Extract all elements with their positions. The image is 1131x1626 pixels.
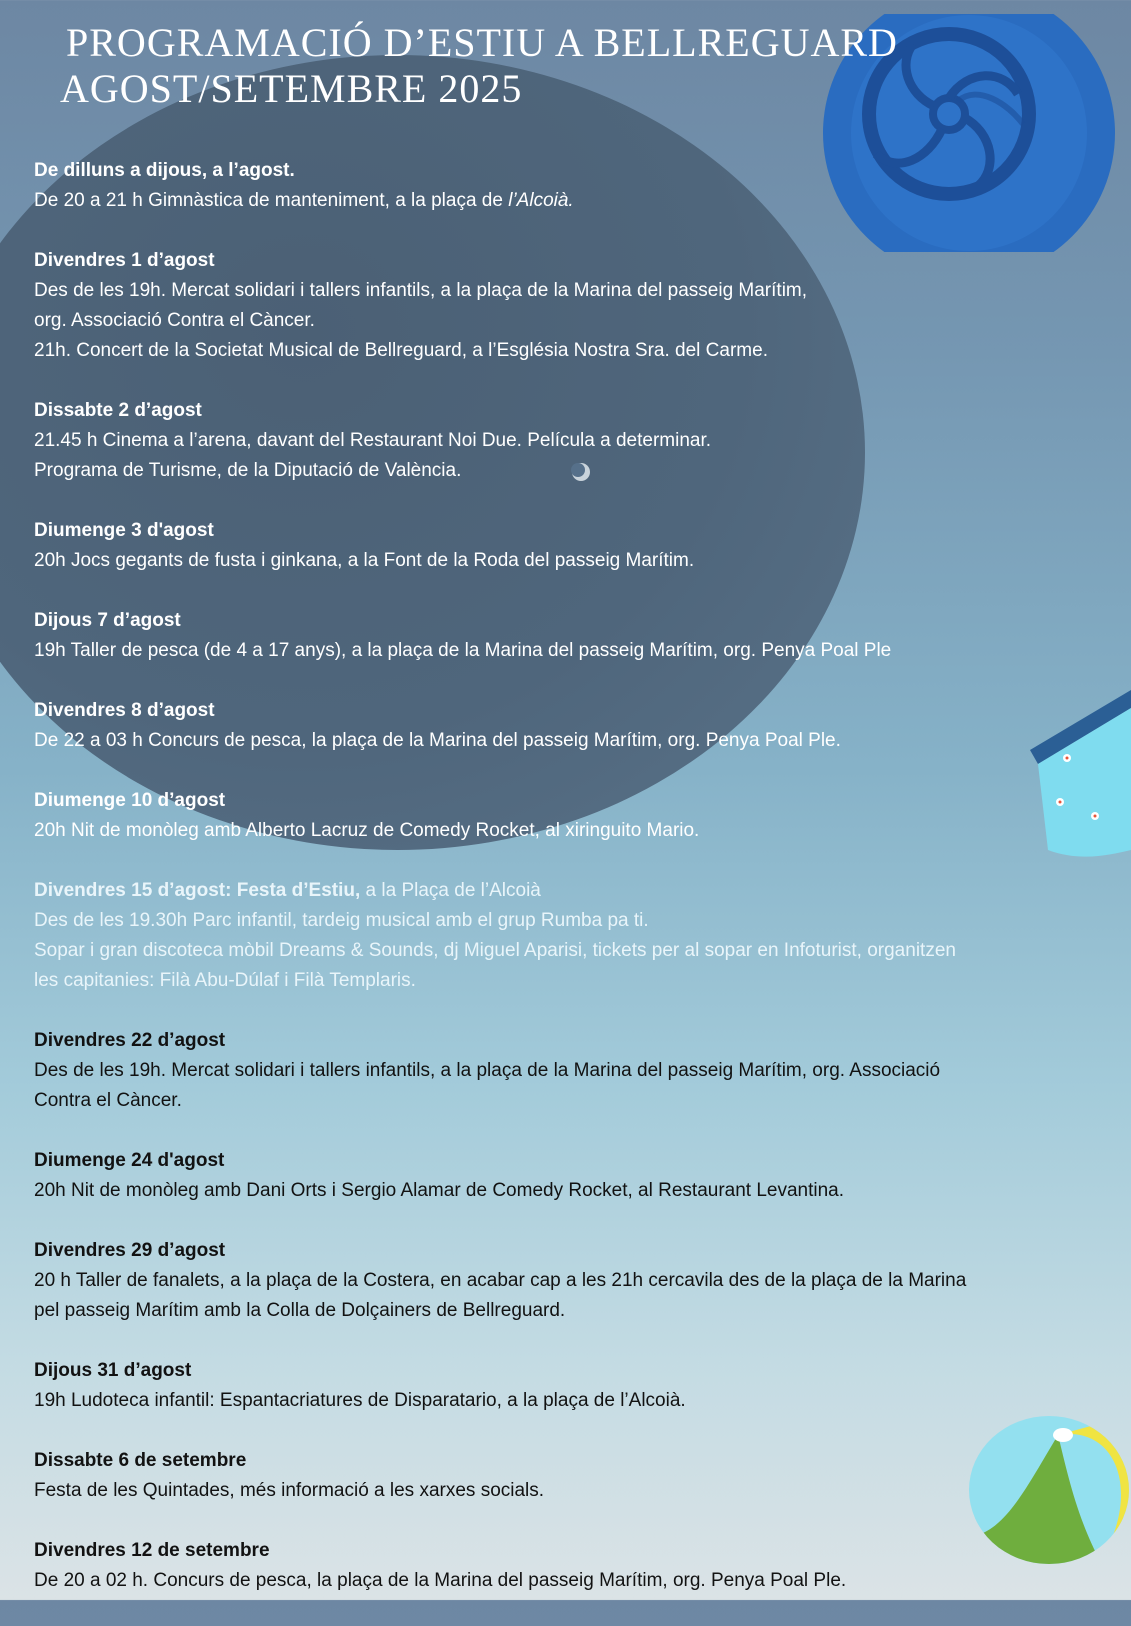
event-date: Divendres 15 d’agost: Festa d’Estiu, a la Plaça de l’Alcoià (34, 880, 541, 901)
event-description: 20h Jocs gegants de fusta i ginkana, a la Font de la Roda del passeig Marítim. (34, 550, 695, 571)
event-description: pel passeig Marítim amb la Colla de Dolçainers de Bellreguard. (34, 1300, 566, 1321)
event-item (34, 156, 1114, 216)
event-description: Programa de Turisme, de la Diputació de València. (34, 460, 462, 481)
event-date: De dilluns a dijous, a l’agost. (34, 160, 295, 181)
event-date: Divendres 1 d’agost (34, 250, 215, 271)
event-item (34, 1236, 1114, 1326)
event-date: Dijous 7 d’agost (34, 610, 181, 631)
event-item (34, 246, 1114, 366)
event-date: Diumenge 24 d'agost (34, 1150, 225, 1171)
event-description: 20h Nit de monòleg amb Dani Orts i Sergio Alamar de Comedy Rocket, al Restaurant Levantina. (34, 1180, 845, 1201)
event-item (34, 606, 1114, 666)
event-date: Divendres 22 d’agost (34, 1030, 226, 1051)
event-description: Festa de les Quintades, més informació a les xarxes socials. (34, 1480, 545, 1501)
event-date: Dissabte 6 de setembre (34, 1450, 247, 1471)
page-title (60, 20, 898, 112)
event-description: Sopar i gran discoteca mòbil Dreams & Sounds, dj Miguel Aparisi, tickets per al sopar en Infoturist, organitzen (34, 940, 956, 961)
event-description: De 20 a 02 h. Concurs de pesca, la plaça de la Marina del passeig Marítim, org. Penya Poal Ple. (34, 1570, 847, 1591)
event-description: 21.45 h Cinema a l’arena, davant del Restaurant Noi Due. Película a determinar. (34, 430, 712, 451)
event-description: org. Associació Contra el Càncer. (34, 310, 315, 331)
event-description: Des de les 19h. Mercat solidari i tallers infantils, a la plaça de la Marina del passeig Marítim, (34, 280, 808, 301)
title-line-1: PROGRAMACIÓ D’ESTIU A BELLREGUARD (66, 20, 898, 65)
event-description: Des de les 19h. Mercat solidari i tallers infantils, a la plaça de la Marina del passeig Marítim, org. Associació (34, 1060, 941, 1081)
event-date: Dijous 31 d’agost (34, 1360, 192, 1381)
events-list (34, 156, 1114, 1626)
event-description: 21h. Concert de la Societat Musical de Bellreguard, a l’Església Nostra Sra. del Carme. (34, 340, 768, 361)
event-date: Divendres 8 d’agost (34, 700, 215, 721)
event-date: Diumenge 3 d'agost (34, 520, 214, 541)
event-item (34, 1356, 1114, 1416)
event-item (34, 516, 1114, 576)
event-item (34, 396, 1114, 486)
event-date: Divendres 29 d’agost (34, 1240, 226, 1261)
title-line-2: AGOST/SETEMBRE 2025 (60, 66, 523, 111)
event-description: 19h Ludoteca infantil: Espantacriatures de Disparatario, a la plaça de l’Alcoià. (34, 1390, 686, 1411)
event-description: 19h Taller de pesca (de 4 a 17 anys), a la plaça de la Marina del passeig Marítim, org. Penya Poal Ple (34, 640, 892, 661)
event-date: Dissabte 2 d’agost (34, 400, 202, 421)
event-item (34, 876, 1114, 996)
event-description: Contra el Càncer. (34, 1090, 182, 1111)
event-item (34, 1146, 1114, 1206)
event-description: De 20 a 21 h Gimnàstica de manteniment, a la plaça de l’Alcoià. (34, 190, 574, 211)
event-item (34, 1026, 1114, 1116)
event-description: De 22 a 03 h Concurs de pesca, la plaça de la Marina del passeig Marítim, org. Penya Poal Ple. (34, 730, 841, 751)
event-item (34, 786, 1114, 846)
event-date: Diumenge 10 d’agost (34, 790, 226, 811)
event-description: les capitanies: Filà Abu-Dúlaf i Filà Templaris. (34, 970, 416, 991)
event-date: Divendres 12 de setembre (34, 1540, 270, 1561)
event-description: 20 h Taller de fanalets, a la plaça de la Costera, en acabar cap a les 21h cercavila des de la plaça de la Marina (34, 1270, 967, 1291)
event-description: Des de les 19.30h Parc infantil, tardeig musical amb el grup Rumba pa ti. (34, 910, 649, 931)
event-item (34, 696, 1114, 756)
event-item (34, 1536, 1114, 1596)
event-description: 20h Nit de monòleg amb Alberto Lacruz de Comedy Rocket, al xiringuito Mario. (34, 820, 700, 841)
event-item (34, 1446, 1114, 1506)
